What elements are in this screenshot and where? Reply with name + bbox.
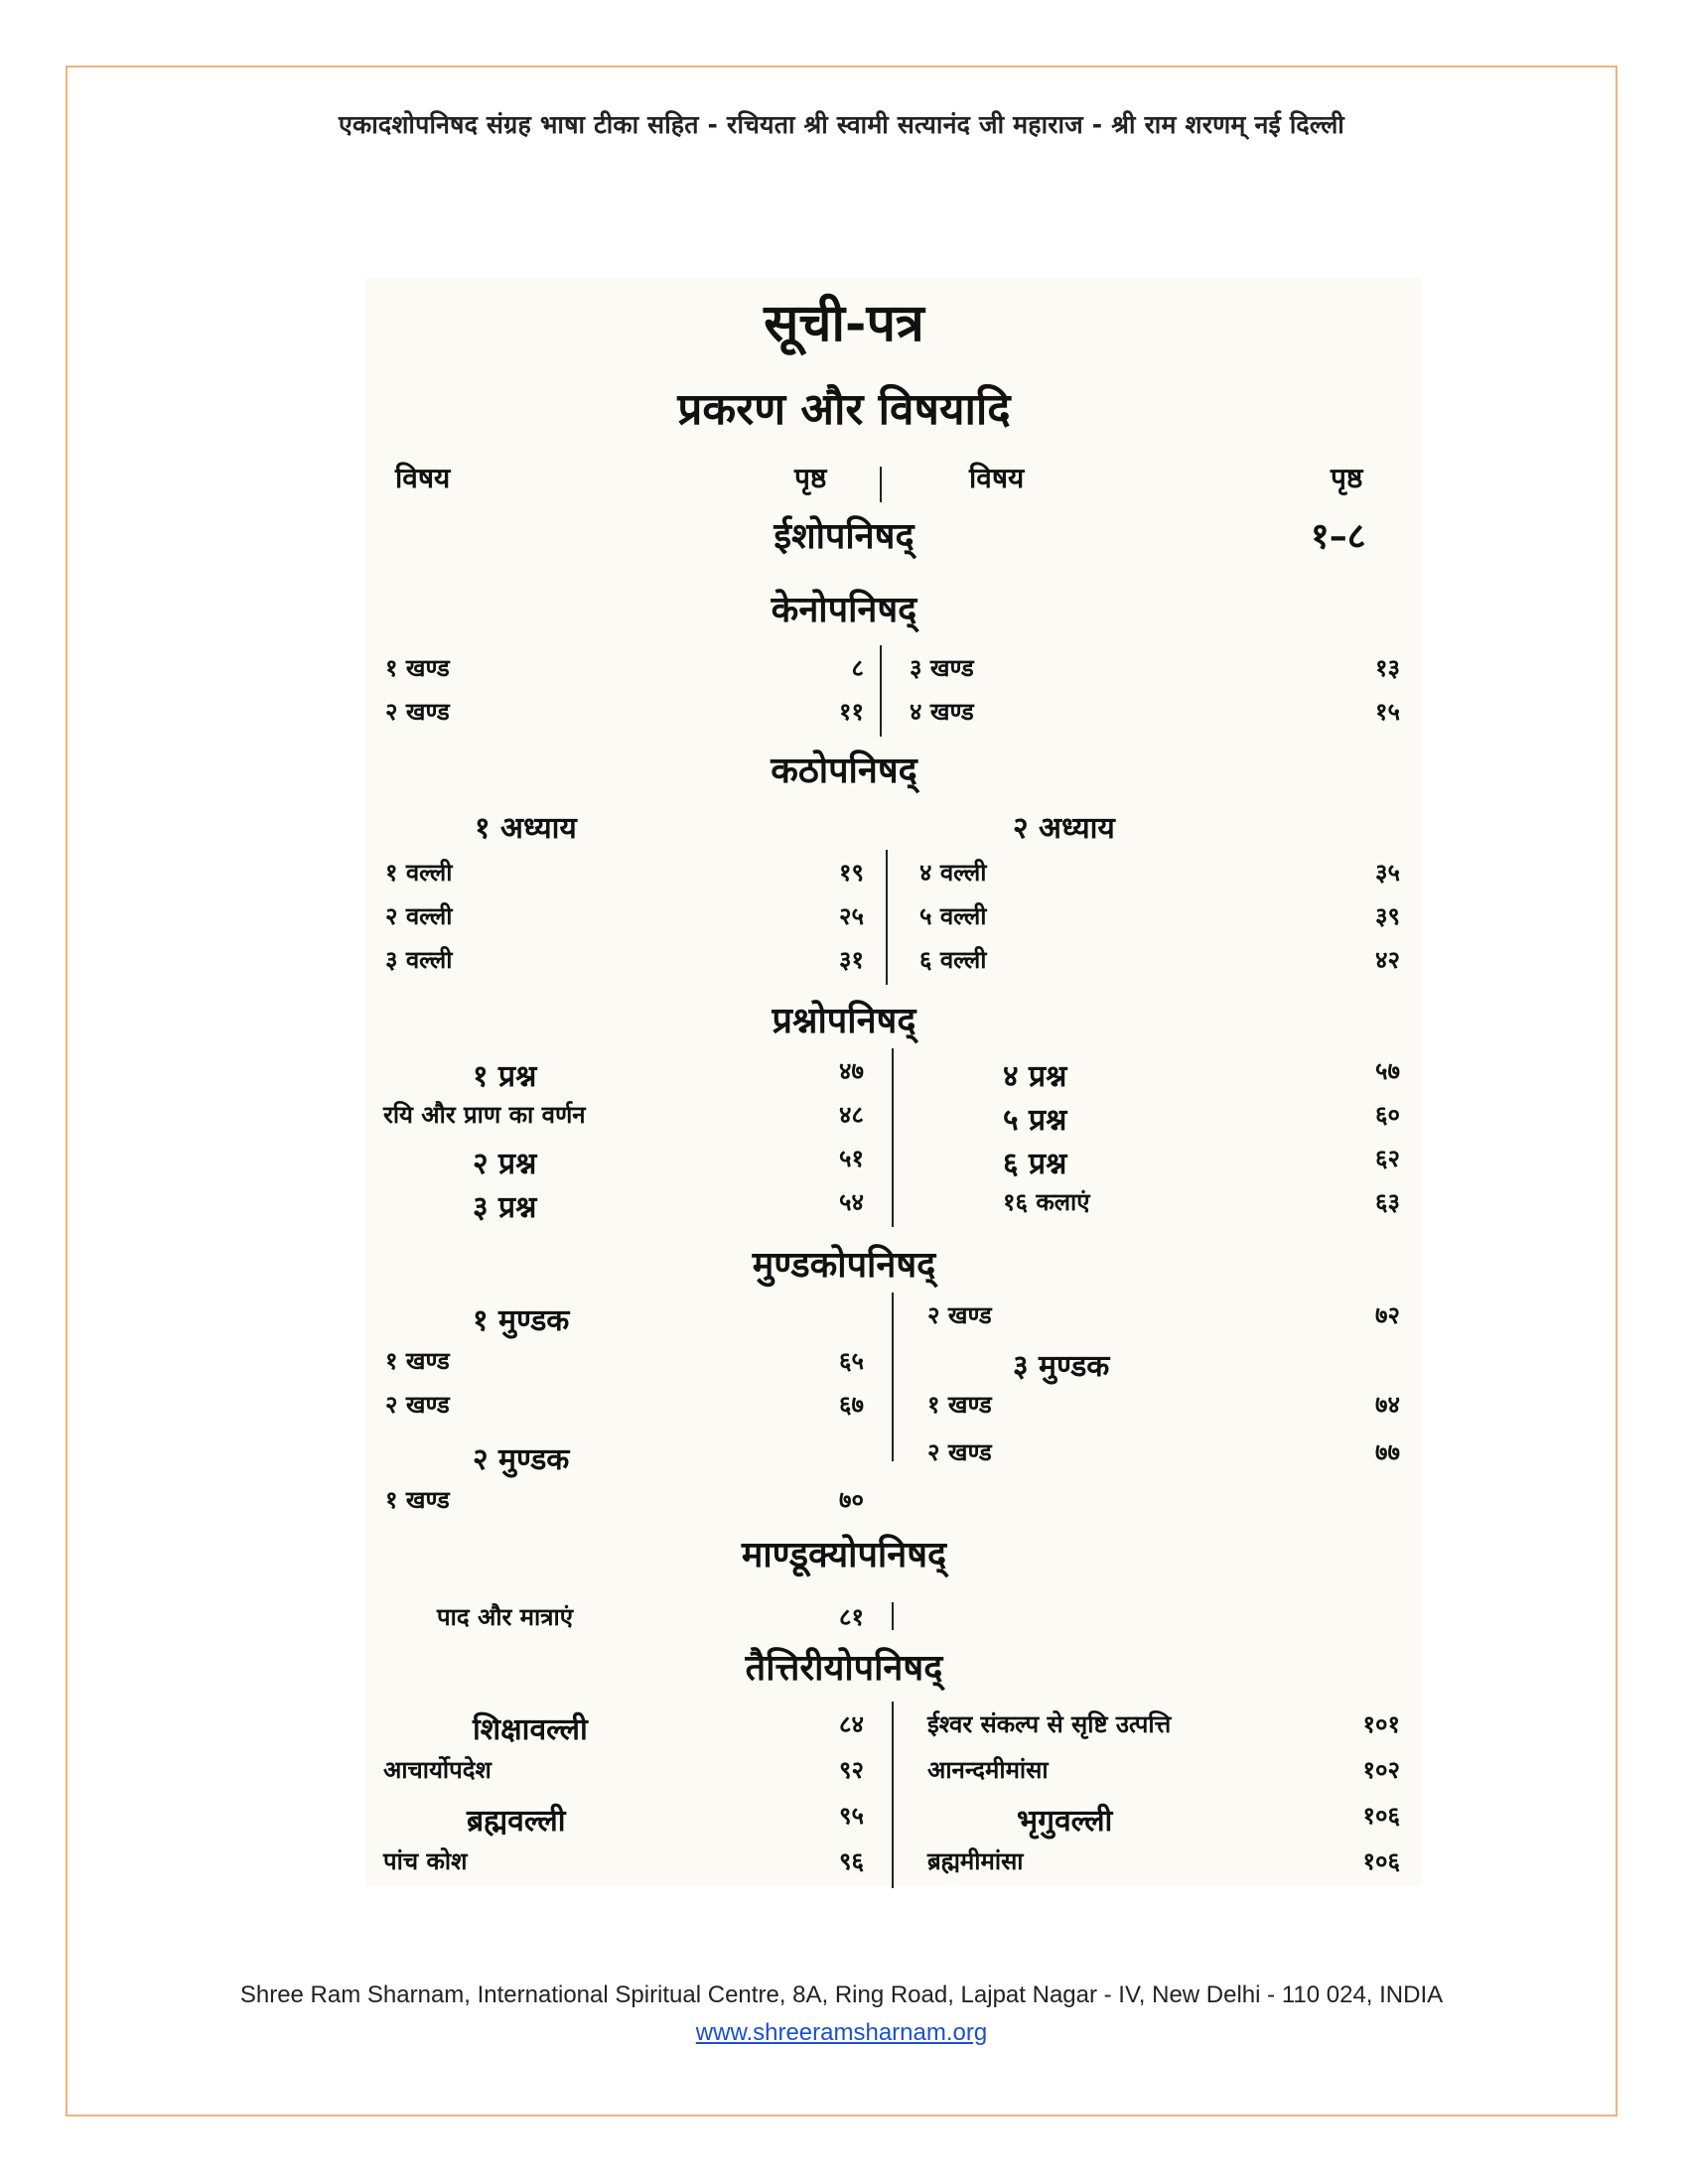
row-subject-left: आचार्योपदेश (383, 1756, 492, 1784)
row-subject-right: भृगुवल्ली (1017, 1804, 1113, 1839)
mundaka-right-subject: १ खण्ड (927, 1391, 992, 1419)
section-taittiriya-title: तैत्तिरीयोपनिषद् (745, 1647, 943, 1689)
column-divider (880, 467, 882, 502)
mundaka-left-page: ६७ (839, 1391, 864, 1419)
column-divider (892, 1048, 894, 1227)
row-page-right: १०६ (1362, 1847, 1400, 1875)
row-page-right: ६२ (1375, 1145, 1400, 1172)
row-subject-right: १६ कलाएं (1003, 1188, 1090, 1216)
column-divider (892, 1293, 894, 1461)
section-kena-title: केनोपनिषद् (771, 589, 917, 630)
mundaka-right-page: ७४ (1375, 1391, 1400, 1419)
row-page-left: ४८ (839, 1101, 864, 1129)
row-page-left: ५४ (839, 1188, 864, 1216)
row-page-left: ८ (851, 654, 864, 682)
column-subject-right: विषय (969, 462, 1025, 494)
column-page-right: पृष्ठ (1331, 462, 1363, 494)
section-isha-title: ईशोपनिषद् (774, 515, 914, 557)
mandukya-row-subject: पाद और मात्राएं (437, 1603, 573, 1631)
row-page-left: ९५ (839, 1802, 864, 1830)
row-subject-left: २ वल्ली (385, 902, 453, 930)
row-subject-left: १ वल्ली (385, 859, 453, 887)
row-page-right: १०६ (1362, 1802, 1400, 1830)
row-subject-right: ४ वल्ली (919, 859, 987, 887)
row-page-left: ८४ (839, 1710, 864, 1738)
row-subject-right: ईश्वर संकल्प से सृष्टि उत्पत्ति (927, 1710, 1172, 1738)
row-page-right: १०२ (1362, 1756, 1400, 1784)
row-subject-right: ३ खण्ड (910, 654, 974, 682)
row-page-right: १५ (1375, 698, 1400, 726)
section-mandukya-title: माण्डूक्योपनिषद् (741, 1534, 947, 1575)
mundaka-left-page: ७० (839, 1486, 864, 1514)
row-page-right: १०१ (1362, 1710, 1400, 1738)
row-subject-right: ५ प्रश्न (1003, 1103, 1067, 1138)
mundaka-right-subject: २ खण्ड (927, 1301, 992, 1329)
row-subject-left: २ खण्ड (385, 698, 450, 726)
row-subject-left: १ खण्ड (385, 654, 450, 682)
row-subject-left: ब्रह्मवल्ली (467, 1804, 566, 1839)
section-prashna-title: प्रश्नोपनिषद् (772, 1000, 916, 1041)
mundaka-left-subject: १ मुण्डक (473, 1303, 570, 1338)
mundaka-left-subject: १ खण्ड (385, 1347, 450, 1375)
mundaka-left-page: ६५ (839, 1347, 864, 1375)
row-subject-right: ब्रह्ममीमांसा (927, 1847, 1024, 1875)
row-page-left: ९६ (839, 1847, 864, 1875)
column-divider (880, 645, 882, 737)
footer-website-link[interactable] (66, 2019, 1618, 2047)
mundaka-right-subject: ३ मुण्डक (1013, 1349, 1110, 1384)
column-subject-left: विषय (395, 462, 451, 494)
row-subject-left: १ प्रश्न (473, 1059, 537, 1094)
column-divider (886, 850, 888, 985)
mundaka-right-page: ७२ (1375, 1301, 1400, 1329)
column-page-left: पृष्ठ (794, 462, 827, 494)
row-page-right: ४२ (1375, 946, 1400, 974)
row-subject-right: ६ प्रश्न (1003, 1147, 1067, 1181)
row-subject-left: रयि और प्राण का वर्णन (383, 1101, 586, 1129)
row-page-left: ३१ (839, 946, 864, 974)
katha-adhyaya-right: २ अध्याय (1013, 811, 1115, 846)
footer-address: Shree Ram Sharnam, International Spiritual Centre, 8A, Ring Road, Lajpat Nagar - IV, New Delhi - 110 024, INDIA (239, 1981, 1444, 2008)
mundaka-left-subject: १ खण्ड (385, 1486, 450, 1514)
mundaka-right-page: ७७ (1375, 1438, 1400, 1466)
row-page-right: ३५ (1375, 859, 1400, 887)
row-page-left: ४७ (839, 1057, 864, 1085)
katha-adhyaya-left: १ अध्याय (475, 811, 577, 846)
row-page-right: ५७ (1375, 1057, 1400, 1085)
row-page-right: ६० (1375, 1101, 1400, 1129)
mundaka-left-subject: २ खण्ड (385, 1391, 450, 1419)
mandukya-row-page: ८१ (839, 1603, 864, 1631)
section-katha-title: कठोपनिषद् (771, 750, 917, 791)
row-subject-left: शिक्षावल्ली (473, 1712, 588, 1747)
row-subject-left: ३ प्रश्न (473, 1190, 537, 1225)
column-divider (892, 1702, 894, 1888)
index-title: सूची-पत्र (764, 293, 924, 353)
row-subject-right: ४ खण्ड (910, 698, 974, 726)
row-page-left: ९२ (839, 1756, 864, 1784)
page-header: एकादशोपनिषद संग्रह भाषा टीका सहित - रचियता श्री स्वामी सत्यानंद जी महाराज - श्री राम शरणम् नई दिल्ली (339, 110, 1344, 139)
row-page-left: २५ (839, 902, 864, 930)
row-page-left: ११ (839, 698, 864, 726)
row-subject-right: आनन्दमीमांसा (927, 1756, 1049, 1784)
section-mundaka-title: मुण्डकोपनिषद् (752, 1244, 936, 1286)
row-subject-left: पांच कोश (383, 1847, 468, 1875)
row-page-right: ३९ (1375, 902, 1400, 930)
row-subject-left: ३ वल्ली (385, 946, 453, 974)
mundaka-left-subject: २ मुण्डक (473, 1442, 570, 1477)
row-subject-right: ४ प्रश्न (1003, 1059, 1067, 1094)
index-subtitle: प्रकरण और विषयादि (677, 384, 1011, 435)
column-divider (892, 1602, 894, 1630)
row-subject-right: ६ वल्ली (919, 946, 987, 974)
row-page-left: १९ (839, 859, 864, 887)
row-page-left: ५१ (839, 1145, 864, 1172)
website-link[interactable]: www.shreeramsharnam.org (695, 2019, 988, 2046)
row-subject-right: ५ वल्ली (919, 902, 987, 930)
row-subject-left: २ प्रश्न (473, 1147, 537, 1181)
section-isha-pages: १–८ (1311, 515, 1366, 557)
row-page-right: १३ (1375, 654, 1400, 682)
mundaka-right-subject: २ खण्ड (927, 1438, 992, 1466)
row-page-right: ६३ (1375, 1188, 1400, 1216)
